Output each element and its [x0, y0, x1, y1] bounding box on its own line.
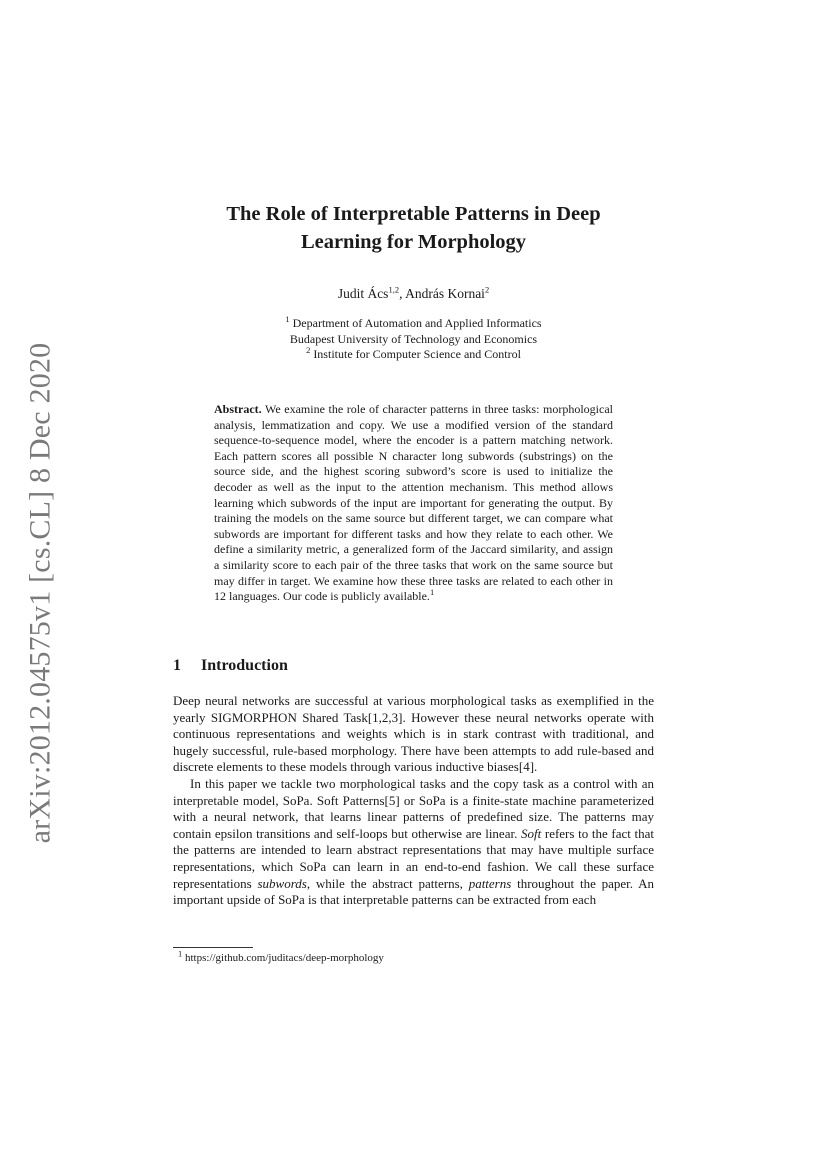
section-title: Introduction: [201, 657, 288, 674]
author-name: András Kornai: [405, 286, 485, 301]
emphasis: subwords: [257, 875, 307, 891]
section-heading-introduction: [173, 656, 288, 676]
title-line-2: Learning for Morphology: [300, 231, 527, 253]
paragraph-text: , while the abstract patterns,: [306, 875, 469, 891]
author-separator: ,: [399, 286, 406, 301]
title-line-1: The Role of Interpretable Patterns in Deep: [226, 203, 601, 225]
emphasis: Soft: [520, 825, 542, 841]
affiliations: [170, 316, 657, 363]
paragraph-text: throughout the paper. An important upside of SoPa is that interpretable patterns can be extracted from each: [173, 875, 654, 908]
paragraph-text: In this paper we tackle two morphological tasks and the copy task as a control with an interpretable model, SoPa. Soft Patterns[5] or SoPa is a finite-state machine parameterized with a neural network, that learns linear patterns of predefined size. The patterns may contain epsilon transitions and self-loops but otherwise are linear.: [173, 775, 654, 841]
introduction-body: [173, 693, 654, 909]
paragraph-text: refers to the fact that the patterns are intended to learn abstract representations that may have multiple surface representations, which SoPa can learn in an end-to-end fashion. We call these surface representations: [173, 825, 654, 891]
paragraph: Deep neural networks are successful at various morphological tasks as exemplified in the yearly SIGMORPHON Shared Task[1,2,3]. However these neural networks operate with continuous representations and weights which is in stark contrast with traditional, and hugely successful, rule-based morphology. There have been attempts to add rule-based and discrete elements to these models through various inductive biases[4].: [173, 693, 654, 775]
author-name: Judit Ács: [337, 286, 389, 301]
section-number: 1: [173, 657, 181, 674]
author-list: [170, 285, 657, 303]
affiliation-line: Department of Automation and Applied Informatics: [292, 316, 542, 330]
footnote-mark: 1: [178, 948, 183, 959]
author-affiliation-mark: 1,2: [388, 284, 400, 295]
arxiv-identifier-stamp: [20, 342, 60, 843]
affiliation-1-line-2: Budapest University of Technology and Economics: [289, 331, 538, 346]
affiliation-mark: 2: [306, 345, 311, 355]
footnote-link[interactable]: https://github.com/juditacs/deep-morphology: [185, 952, 384, 964]
abstract-label: Abstract.: [214, 402, 262, 416]
affiliation-2: [170, 347, 657, 363]
affiliation-1: [170, 316, 657, 332]
affiliation-line: Institute for Computer Science and Control: [313, 347, 521, 361]
emphasis: patterns: [468, 875, 512, 891]
footnote-divider: [173, 947, 253, 948]
affiliation-mark: 1: [285, 314, 290, 324]
paper-title: [170, 200, 657, 256]
author-affiliation-mark: 2: [484, 284, 490, 295]
abstract-text: We examine the role of character patterns in three tasks: morphological analysis, lemmatization and copy. We use a modified version of the standard sequence-to-sequence model, where the encoder is a pattern matching network. Each pattern scores all possible N character long subwords (substrings) on the source side, and the highest scoring subword’s score is used to initialize the decoder as well as the input to the attention mechanism. This method allows learning which subwords of the input are important for generating the output. By training the models on the same source but different target, we can compare what subwords are important for different tasks and how they relate to each other. We define a similarity metric, a generalized form of the Jaccard similarity, and assign a similarity score to each pair of the three tasks that work on the same source but may differ in target. We examine how these three tasks are related to each other in 12 languages. Our code is publicly available.: [214, 402, 613, 604]
footnote-reference[interactable]: 1: [429, 587, 435, 598]
footnote-1: [178, 948, 384, 965]
paragraph: [173, 776, 654, 909]
arxiv-stamp-text: arXiv:2012.04575v1 [cs.CL] 8 Dec 2020: [23, 342, 56, 843]
abstract: [214, 402, 613, 605]
